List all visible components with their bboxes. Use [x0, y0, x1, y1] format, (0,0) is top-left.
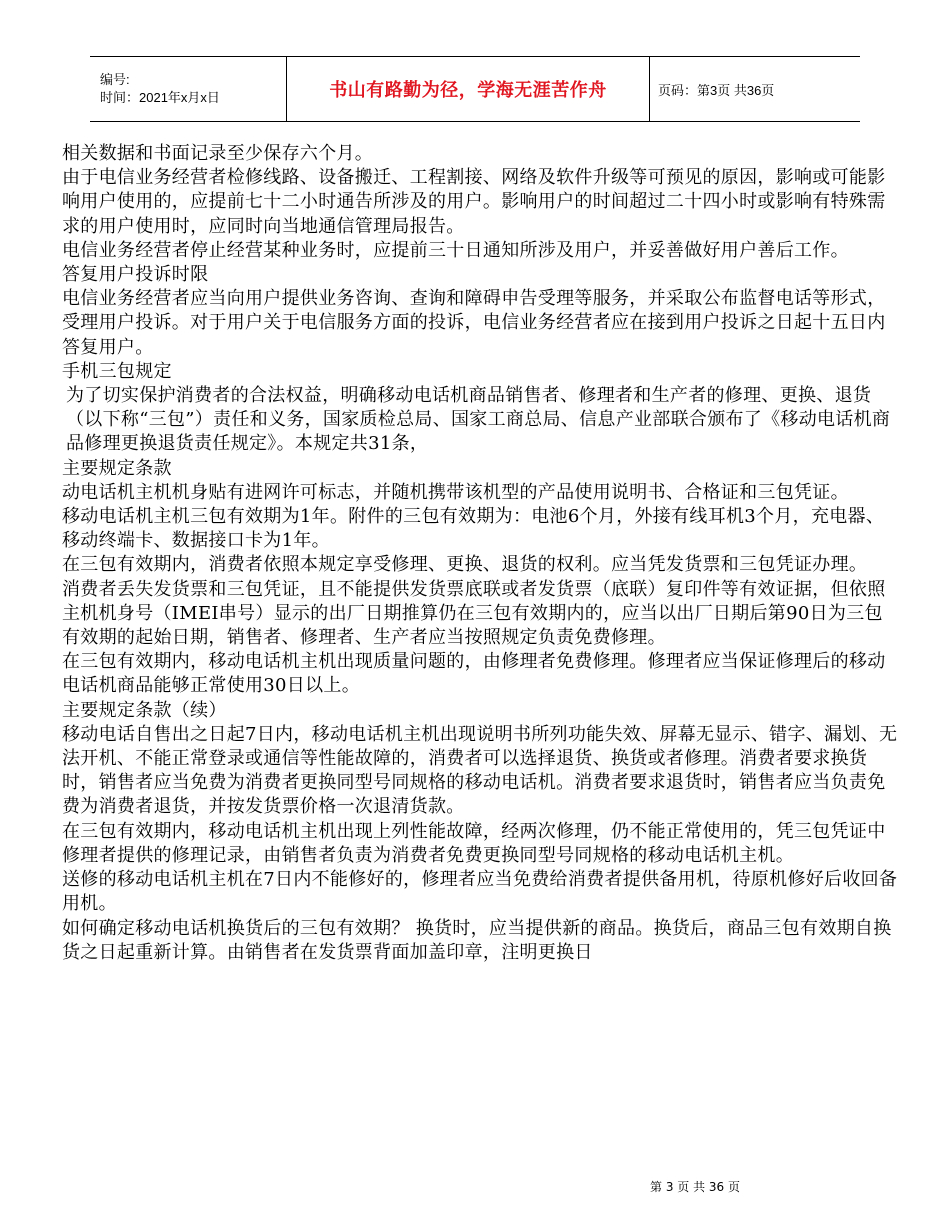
paragraph: 移动电话自售出之日起7日内，移动电话机主机出现说明书所列功能失效、屏幕无显示、错字、漏划、无法开机、不能正常登录或通信等性能故障的，消费者可以选择退货、换货或者修理。消费者要求换货时，销售者应当免费为消费者更换同型号同规格的移动电话机。消费者要求退货时，销售者应当负责免费为消费者退货，并按发货票价格一次退清货款。	[62, 723, 898, 818]
paragraph: 消费者丢失发货票和三包凭证，且不能提供发货票底联或者发货票（底联）复印件等有效证据，但依照主机机身号（IMEI串号）显示的出厂日期推算仍在三包有效期内的，应当以出厂日期后第90日为三包有效期的起始日期，销售者、修理者、生产者应当按照规定负责免费修理。	[62, 578, 886, 649]
header-page-label: 页码：第3页 共36页	[658, 82, 775, 98]
paragraph: 如何确定移动电话机换货后的三包有效期？ 换货时，应当提供新的商品。换货后，商品三包有效期自换货之日起重新计算。由销售者在发货票背面加盖印章，注明更换日	[62, 917, 892, 963]
page-footer: 第 3 页 共 36 页	[650, 1180, 740, 1194]
paragraph: 相关数据和书面记录至少保存六个月。	[62, 143, 374, 164]
section-heading: 答复用户投诉时限	[62, 264, 209, 286]
paragraph: 电信业务经营者应当向用户提供业务咨询、查询和障碍申告受理等服务，并采取公布监督电话等形式，受理用户投诉。对于用户关于电信服务方面的投诉，电信业务经营者应在接到用户投诉之日起十五日内答复用户。	[62, 288, 886, 358]
paragraph: 移动电话机主机三包有效期为1年。附件的三包有效期为：电池6个月，外接有线耳机3个月，充电器、移动终端卡、数据接口卡为1年。	[62, 506, 885, 552]
document-body	[62, 142, 898, 965]
paragraph: 在三包有效期内，消费者依照本规定享受修理、更换、退货的权利。应当凭发货票和三包凭证办理。	[62, 554, 868, 576]
document-number-label: 编号:	[100, 72, 130, 87]
paragraph: 电信业务经营者停止经营某种业务时，应提前三十日通知所涉及用户，并妥善做好用户善后工作。	[62, 239, 849, 261]
header-motto: 书山有路勤为径，学海无涯苦作舟	[329, 80, 607, 101]
page-header	[90, 56, 860, 122]
paragraph: 为了切实保护消费者的合法权益，明确移动电话机商品销售者、修理者和生产者的修理、更换、退货（以下称“三包”）责任和义务，国家质检总局、国家工商总局、信息产业部联合颁布了《移动电话机商品修理更换退货责任规定》。本规定共31条，	[66, 385, 891, 455]
section-heading: 手机三包规定	[62, 360, 172, 382]
header-page-cell	[650, 57, 860, 121]
section-heading: 主要规定条款	[62, 457, 172, 479]
paragraph: 在三包有效期内，移动电话机主机出现上列性能故障，经两次修理，仍不能正常使用的，凭三包凭证中修理者提供的修理记录，由销售者负责为消费者免费更换同型号同规格的移动电话机主机。	[62, 820, 886, 866]
document-time-label: 时间：2021年x月x日	[100, 90, 220, 105]
paragraph: 由于电信业务经营者检修线路、设备搬迁、工程割接、网络及软件升级等可预见的原因，影响或可能影响用户使用的，应提前七十二小时通告所涉及的用户。影响用户的时间超过二十四小时或影响有特殊需求的用户使用时，应同时向当地通信管理局报告。	[62, 167, 886, 237]
header-motto-cell	[286, 57, 650, 121]
section-heading: 主要规定条款（续）	[62, 699, 227, 721]
paragraph: 在三包有效期内，移动电话机主机出现质量问题的，由修理者免费修理。修理者应当保证修理后的移动电话机商品能够正常使用30日以上。	[62, 651, 886, 697]
paragraph: 动电话机主机机身贴有进网许可标志，并随机携带该机型的产品使用说明书、合格证和三包凭证。	[62, 481, 849, 503]
paragraph: 送修的移动电话机主机在7日内不能修好的，修理者应当免费给消费者提供备用机，待原机修好后收回备用机。	[62, 869, 898, 915]
header-meta	[90, 57, 286, 121]
